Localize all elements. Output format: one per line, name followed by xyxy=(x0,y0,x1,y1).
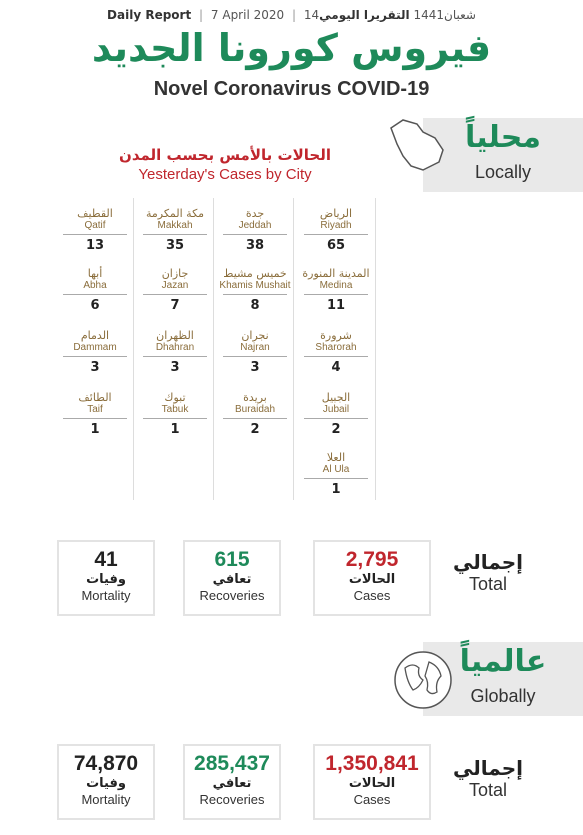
city-case-count: 1 xyxy=(170,422,180,437)
global-mortality-value: 74,870 xyxy=(73,752,139,775)
local-cases-label-en: Cases xyxy=(353,588,391,603)
local-recoveries-label-en: Recoveries xyxy=(199,588,265,603)
global-banner-ar: عالمياً xyxy=(459,644,547,679)
city-name-en: Dhahran xyxy=(155,342,195,353)
city-name-ar: الجبيل xyxy=(321,391,351,404)
city-cell xyxy=(57,268,133,313)
city-name-ar: الرياض xyxy=(319,207,353,220)
city-cell xyxy=(57,330,133,375)
city-underline xyxy=(304,478,368,479)
city-name-ar: خميس مشيط xyxy=(223,267,287,280)
city-cell xyxy=(217,330,293,375)
city-case-count: 3 xyxy=(170,360,180,375)
city-case-count: 6 xyxy=(90,298,100,313)
report-label-ar: التقريرا اليومي xyxy=(319,8,410,22)
city-name-ar: المدينة المنورة xyxy=(302,267,370,280)
local-mortality-label-en: Mortality xyxy=(81,588,131,603)
city-underline xyxy=(143,294,207,295)
city-cell xyxy=(217,392,293,437)
city-name-en: Jeddah xyxy=(238,220,272,231)
city-name-en: Qatif xyxy=(84,220,106,231)
city-cell xyxy=(298,392,374,437)
city-name-en: Khamis Mushait xyxy=(219,280,291,291)
hijri-date: 14شعبان1441 xyxy=(303,8,476,22)
city-underline xyxy=(304,418,368,419)
local-banner-en: Locally xyxy=(474,162,532,182)
local-mortality-value: 41 xyxy=(94,548,118,571)
local-recoveries-value: 615 xyxy=(214,548,250,571)
page-title-en: Novel Coronavirus COVID-19 xyxy=(153,78,430,100)
city-case-count: 3 xyxy=(250,360,260,375)
city-underline xyxy=(63,294,127,295)
city-name-en: Tabuk xyxy=(161,404,189,415)
local-mortality-box xyxy=(57,540,155,616)
city-underline xyxy=(304,294,368,295)
global-mortality-box xyxy=(57,744,155,820)
city-name-ar: الطائف xyxy=(78,391,112,404)
city-name-ar: الظهران xyxy=(156,329,194,342)
city-cell xyxy=(57,392,133,437)
local-recoveries-box xyxy=(183,540,281,616)
city-name-en: Jazan xyxy=(161,280,189,291)
city-name-en: Taif xyxy=(87,404,103,415)
local-total-label-ar: إجمالي xyxy=(453,550,523,574)
city-name-en: Medina xyxy=(319,280,353,291)
city-name-ar: شرورة xyxy=(320,329,352,342)
city-underline xyxy=(63,418,127,419)
city-case-count: 4 xyxy=(331,360,341,375)
local-banner-ar: محلياً xyxy=(465,120,541,155)
city-cell xyxy=(298,330,374,375)
city-underline xyxy=(223,356,287,357)
global-cases-label-ar: الحالات xyxy=(348,776,396,791)
city-case-count: 65 xyxy=(326,238,346,253)
city-cell xyxy=(137,268,213,313)
table-divider xyxy=(213,198,214,500)
global-recoveries-value: 285,437 xyxy=(194,752,270,775)
city-name-ar: أبها xyxy=(87,267,103,280)
local-cases-label-ar: الحالات xyxy=(348,572,396,587)
city-cell xyxy=(298,208,374,253)
city-cell xyxy=(298,452,374,497)
city-case-count: 3 xyxy=(90,360,100,375)
city-name-ar: تبوك xyxy=(164,391,186,404)
city-underline xyxy=(304,356,368,357)
city-name-ar: بريدة xyxy=(243,391,267,404)
city-underline xyxy=(143,418,207,419)
city-underline xyxy=(63,356,127,357)
city-name-ar: القطيف xyxy=(77,207,113,220)
global-mortality-label-en: Mortality xyxy=(81,792,131,807)
city-name-en: Jubail xyxy=(322,404,350,415)
gregorian-date: 7 April 2020 xyxy=(210,8,285,22)
city-name-en: Dammam xyxy=(73,342,117,353)
city-cell xyxy=(137,208,213,253)
city-case-count: 1 xyxy=(90,422,100,437)
city-name-en: Sharorah xyxy=(315,342,357,353)
table-divider xyxy=(293,198,294,500)
city-underline xyxy=(63,234,127,235)
saudi-map-icon xyxy=(383,116,453,176)
city-case-count: 2 xyxy=(250,422,260,437)
city-underline xyxy=(223,418,287,419)
city-name-ar: العلا xyxy=(326,451,346,464)
city-cell xyxy=(217,268,293,313)
city-cell xyxy=(298,268,374,313)
city-cell xyxy=(217,208,293,253)
city-table-title-en: Yesterday's Cases by City xyxy=(138,166,312,183)
city-cell xyxy=(57,208,133,253)
global-mortality-label-ar: وفيات xyxy=(86,776,126,791)
city-name-en: Najran xyxy=(240,342,270,353)
city-name-en: Buraidah xyxy=(234,404,276,415)
city-name-ar: مكة المكرمة xyxy=(145,207,205,220)
table-divider xyxy=(133,198,134,500)
city-name-en: Al Ula xyxy=(322,464,350,475)
city-table-title-ar: الحالات بالأمس بحسب المدن xyxy=(119,146,331,164)
city-name-ar: جدة xyxy=(245,207,265,220)
city-case-count: 1 xyxy=(331,482,341,497)
global-recoveries-label-ar: تعافي xyxy=(212,776,252,791)
global-total-label-en: Total xyxy=(468,780,508,800)
table-divider xyxy=(375,198,376,500)
report-header-line: Daily Report | 7 April 2020 | 14شعبان1441 التقريرا اليومي xyxy=(107,8,476,22)
city-cell xyxy=(137,330,213,375)
city-case-count: 7 xyxy=(170,298,180,313)
city-name-ar: نجران xyxy=(241,329,269,342)
city-name-en: Abha xyxy=(83,280,107,291)
report-label-en: Daily Report xyxy=(107,8,192,22)
city-underline xyxy=(304,234,368,235)
global-recoveries-box xyxy=(183,744,281,820)
city-name-en: Riyadh xyxy=(320,220,352,231)
global-total-label-ar: إجمالي xyxy=(453,756,523,780)
global-banner-en: Globally xyxy=(470,686,536,706)
local-recoveries-label-ar: تعافي xyxy=(212,572,252,587)
city-case-count: 8 xyxy=(250,298,260,313)
city-case-count: 35 xyxy=(165,238,185,253)
city-case-count: 2 xyxy=(331,422,341,437)
global-recoveries-label-en: Recoveries xyxy=(199,792,265,807)
page-title-ar: فيروس كورونا الجديد xyxy=(91,26,492,70)
local-total-label-en: Total xyxy=(468,574,508,594)
city-name-en: Makkah xyxy=(157,220,193,231)
city-cell xyxy=(137,392,213,437)
global-cases-box xyxy=(313,744,431,820)
city-case-count: 38 xyxy=(245,238,265,253)
local-cases-box xyxy=(313,540,431,616)
city-underline xyxy=(223,294,287,295)
global-cases-label-en: Cases xyxy=(353,792,391,807)
city-underline xyxy=(143,356,207,357)
city-underline xyxy=(223,234,287,235)
city-name-ar: الدمام xyxy=(80,329,110,342)
local-mortality-label-ar: وفيات xyxy=(86,572,126,587)
city-underline xyxy=(143,234,207,235)
city-case-count: 11 xyxy=(326,298,346,313)
globe-icon xyxy=(391,648,455,712)
global-cases-value: 1,350,841 xyxy=(325,752,419,775)
city-case-count: 13 xyxy=(85,238,105,253)
local-cases-value: 2,795 xyxy=(345,548,399,571)
city-name-ar: جازان xyxy=(161,267,189,280)
